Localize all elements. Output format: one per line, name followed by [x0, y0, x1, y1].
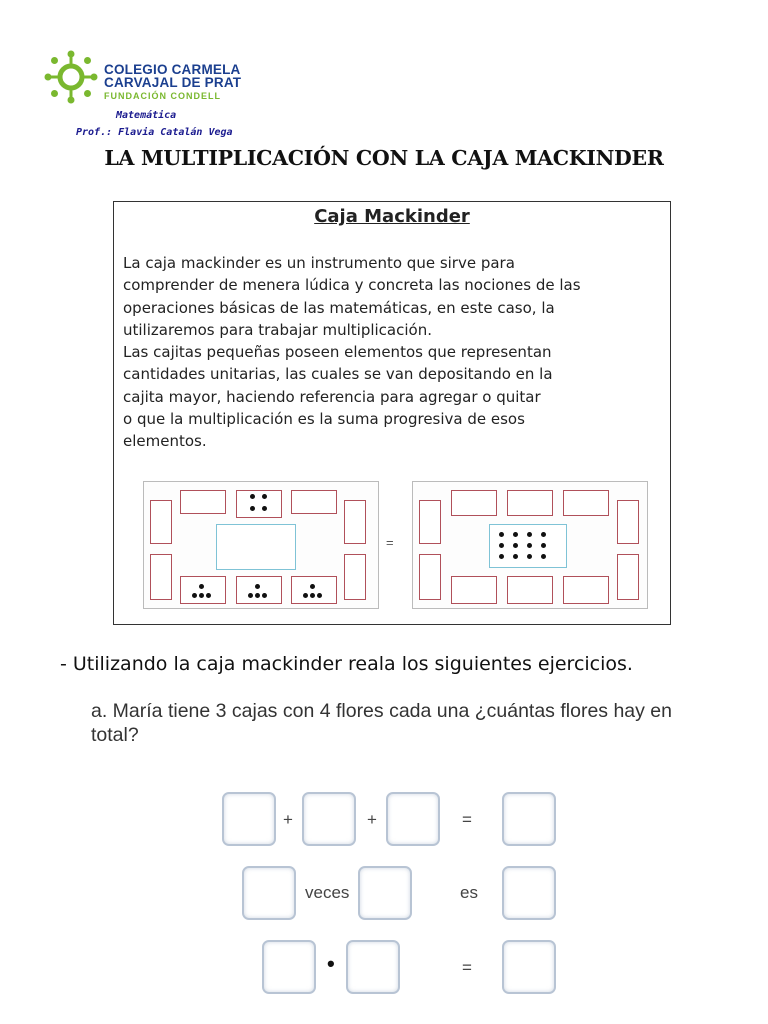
answer-box[interactable] — [502, 940, 556, 994]
subject-label: Matemática — [116, 110, 177, 121]
mackinder-box-right — [412, 481, 648, 609]
answer-box[interactable] — [502, 866, 556, 920]
diagram-equals-sign: = — [386, 535, 394, 550]
school-name: COLEGIO CARMELA CARVAJAL DE PRAT — [104, 62, 242, 90]
page-title: LA MULTIPLICACIÓN CON LA CAJA MACKINDER — [104, 146, 664, 170]
foundation-name: FUNDACIÓN CONDELL — [104, 91, 221, 101]
teacher-label: Prof.: Flavia Catalán Vega — [76, 127, 233, 138]
exercise-instruction: - Utilizando la caja mackinder reala los siguientes ejercicios. — [60, 653, 633, 675]
multiply-dot: • — [327, 951, 335, 976]
exercise-question-a: a. María tiene 3 cajas con 4 flores cada una ¿cuántas flores hay en total? — [91, 700, 673, 746]
answer-box[interactable] — [502, 792, 556, 846]
equals-sign: = — [462, 958, 472, 977]
info-paragraph-1: La caja mackinder es un instrumento que sirve para comprender de menera lúdica y concreta las nociones de las operaciones básicas de las matemáticas, en este caso, la utilizaremos para trabajar multiplicación. — [123, 254, 581, 339]
answer-box[interactable] — [302, 792, 356, 846]
equals-sign: = — [462, 810, 472, 829]
school-logo-icon — [44, 50, 98, 104]
info-box-heading: Caja Mackinder — [314, 206, 470, 227]
answer-box[interactable] — [242, 866, 296, 920]
plus-sign: + — [367, 810, 377, 829]
answer-box[interactable] — [262, 940, 316, 994]
plus-sign: + — [283, 810, 293, 829]
info-paragraph-2: Las cajitas pequeñas poseen elementos que representan cantidades unitarias, las cuales se van depositando en la cajita mayor, haciendo referencia para agregar o quitar o que la multiplicación es la suma progresiva de esos elementos. — [123, 343, 553, 451]
mackinder-box-left — [143, 481, 379, 609]
answer-box[interactable] — [386, 792, 440, 846]
info-box — [113, 201, 671, 625]
veces-label: veces — [305, 883, 350, 902]
es-label: es — [460, 883, 478, 902]
answer-box[interactable] — [346, 940, 400, 994]
answer-box[interactable] — [222, 792, 276, 846]
answer-box[interactable] — [358, 866, 412, 920]
